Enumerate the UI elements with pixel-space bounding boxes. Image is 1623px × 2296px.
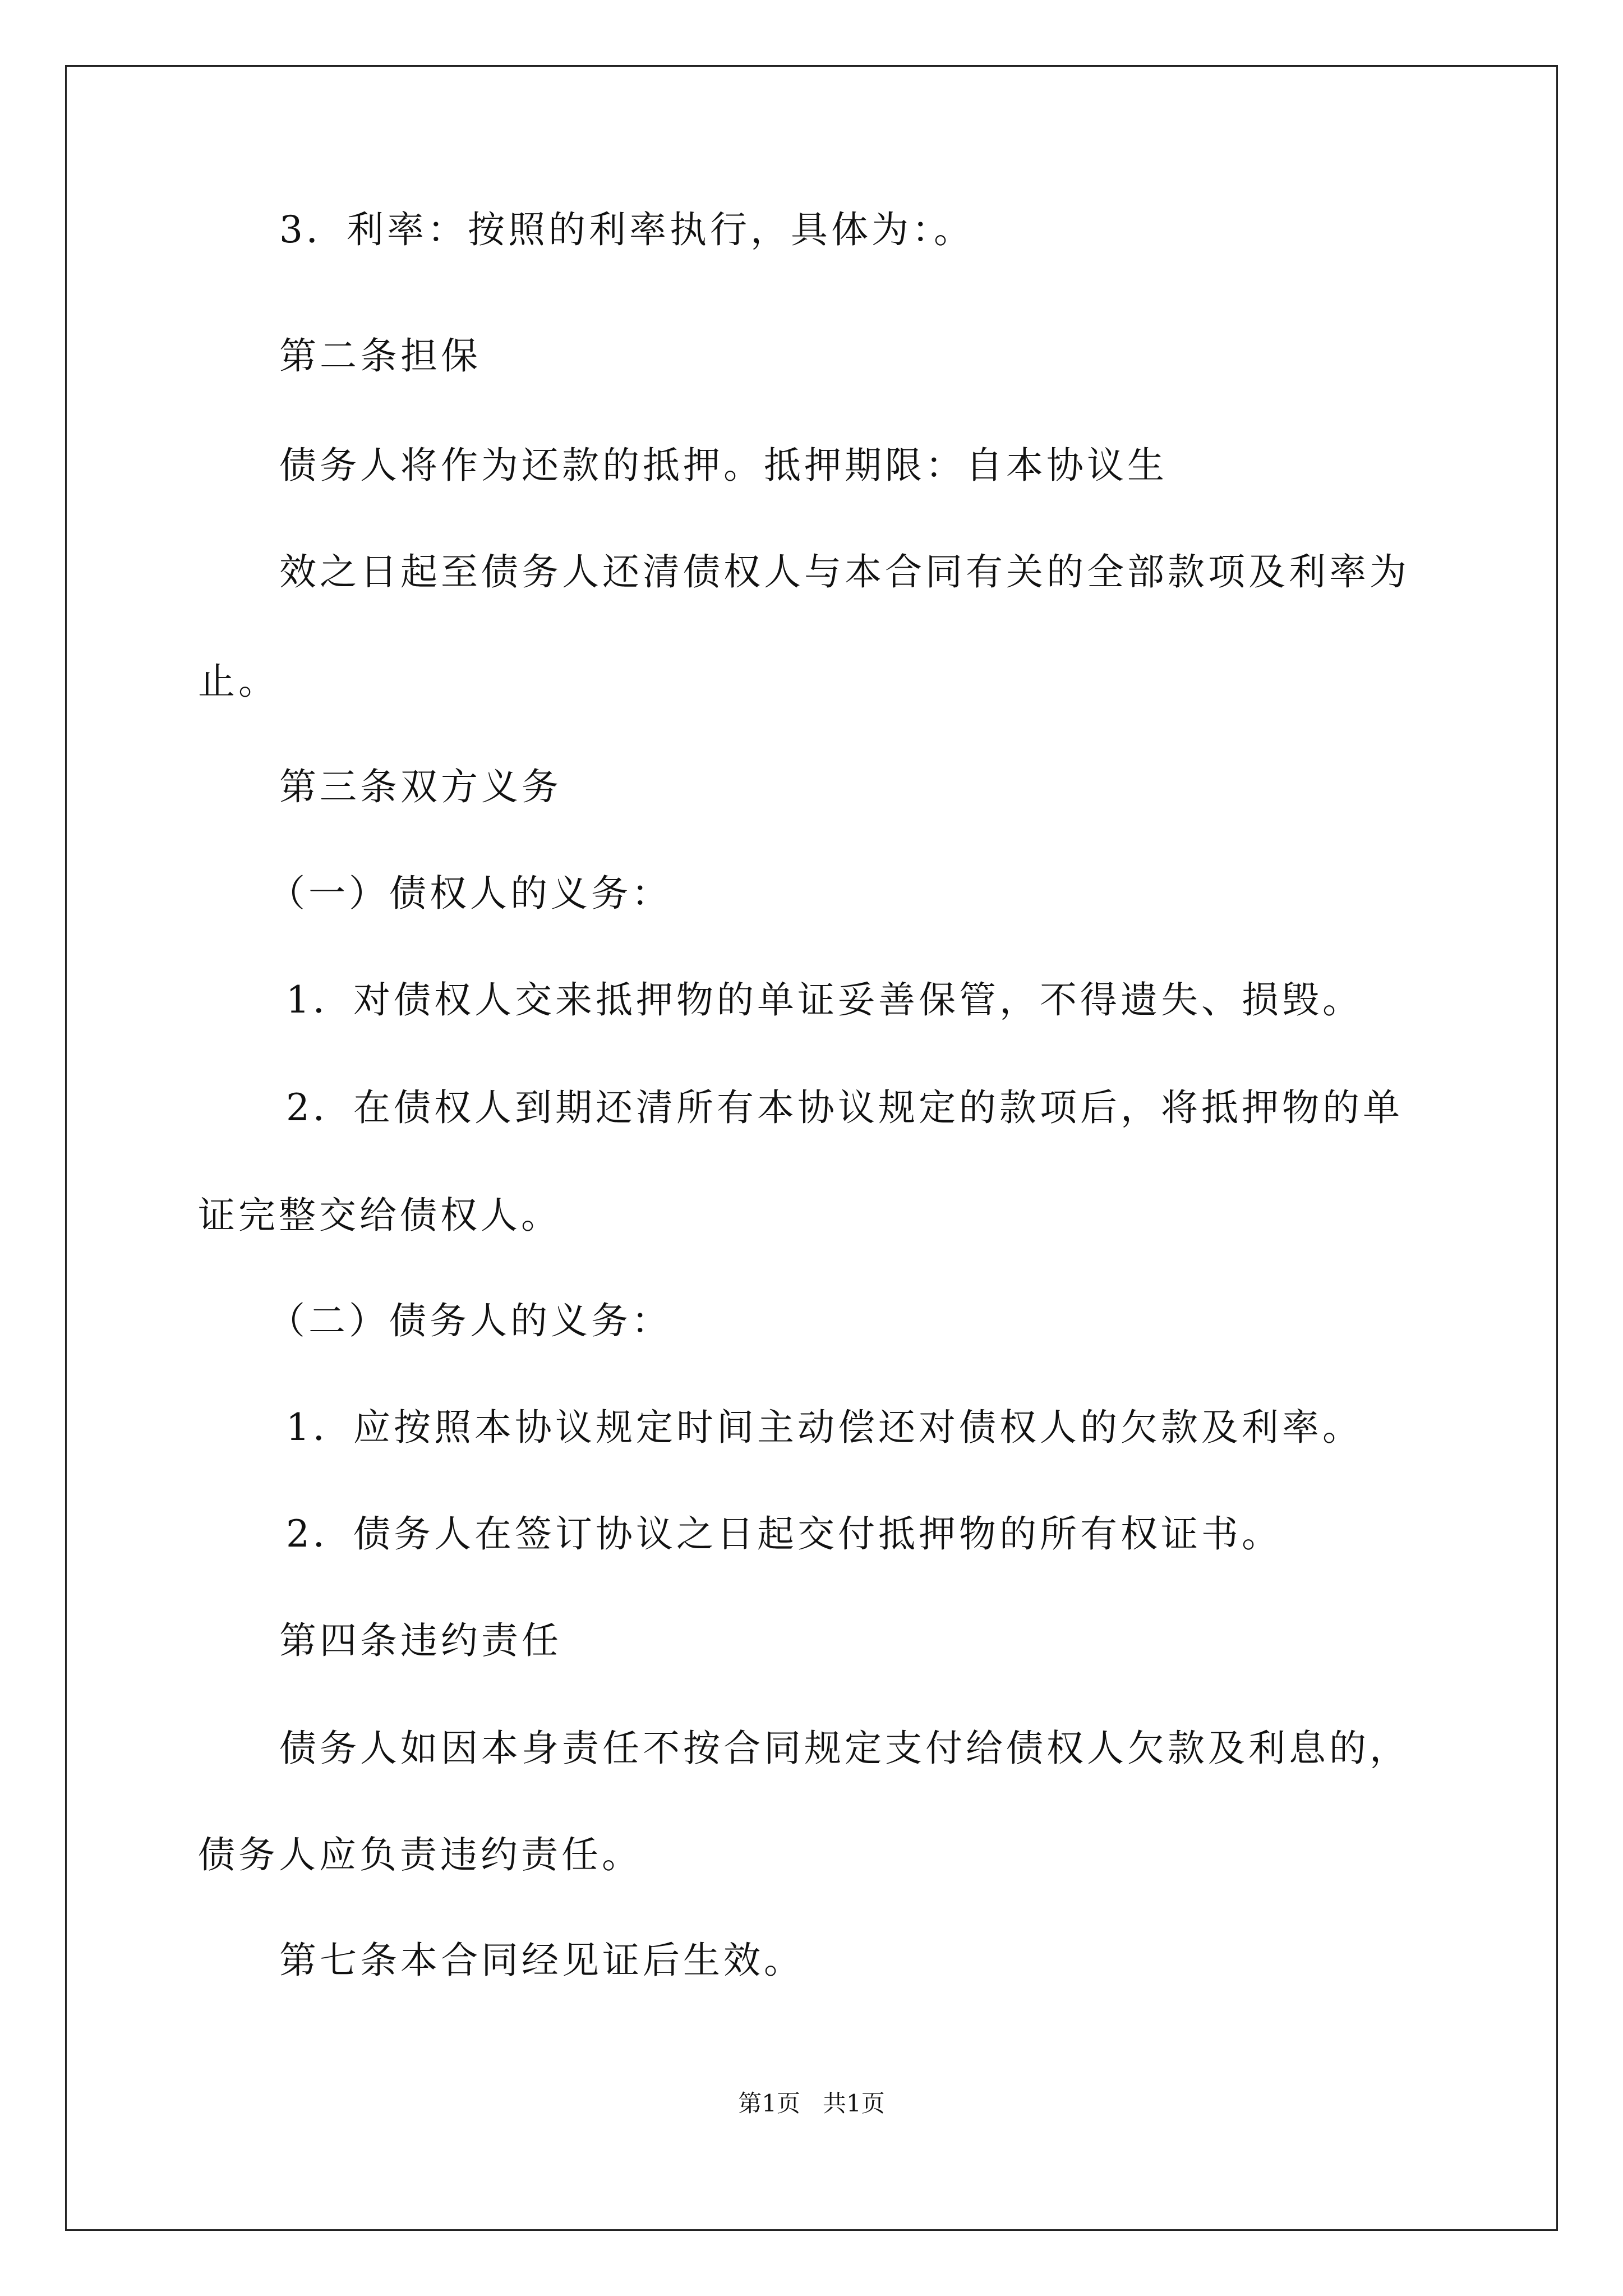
heading-article-7-effective: 第七条本合同经见证后生效。 <box>279 1939 804 1982</box>
creditor-obligation-2-line-1: 2．在债权人到期还清所有本协议规定的款项后，将抵押物的单 <box>286 1086 1403 1129</box>
debtor-obligation-2: 2．债务人在签订协议之日起交付抵押物的所有权证书。 <box>286 1512 1282 1556</box>
page-number-footer: 第1页 共1页 <box>738 2090 885 2117</box>
creditor-obligation-1: 1．对债权人交来抵押物的单证妥善保管，不得遗失、损毁。 <box>286 978 1363 1022</box>
liability-line-2: 债务人应负责违约责任。 <box>198 1833 642 1876</box>
subheading-creditor-obligations: （一）债权人的义务： <box>268 872 672 915</box>
debtor-obligation-1: 1．应按照本协议规定时间主动偿还对债权人的欠款及利率。 <box>286 1406 1363 1449</box>
heading-article-2-guarantee: 第二条担保 <box>279 334 481 378</box>
paragraph-interest-rate: 3．利率：按照的利率执行，具体为：。 <box>279 208 974 251</box>
liability-line-1: 债务人如因本身责任不按合同规定支付给债权人欠款及利息的， <box>279 1727 1410 1770</box>
subheading-debtor-obligations: （二）债务人的义务： <box>268 1299 672 1342</box>
creditor-obligation-2-line-2: 证完整交给债权人。 <box>198 1194 561 1237</box>
paragraph-mortgage-line-3: 止。 <box>198 660 279 703</box>
heading-article-4-liability: 第四条违约责任 <box>279 1619 562 1662</box>
heading-article-3-obligations: 第三条双方义务 <box>279 765 562 808</box>
paragraph-mortgage-line-1: 债务人将作为还款的抵押。抵押期限：自本协议生 <box>279 444 1168 487</box>
page-border <box>65 65 1558 2231</box>
paragraph-mortgage-line-2: 效之日起至债务人还清债权人与本合同有关的全部款项及利率为 <box>279 550 1410 593</box>
